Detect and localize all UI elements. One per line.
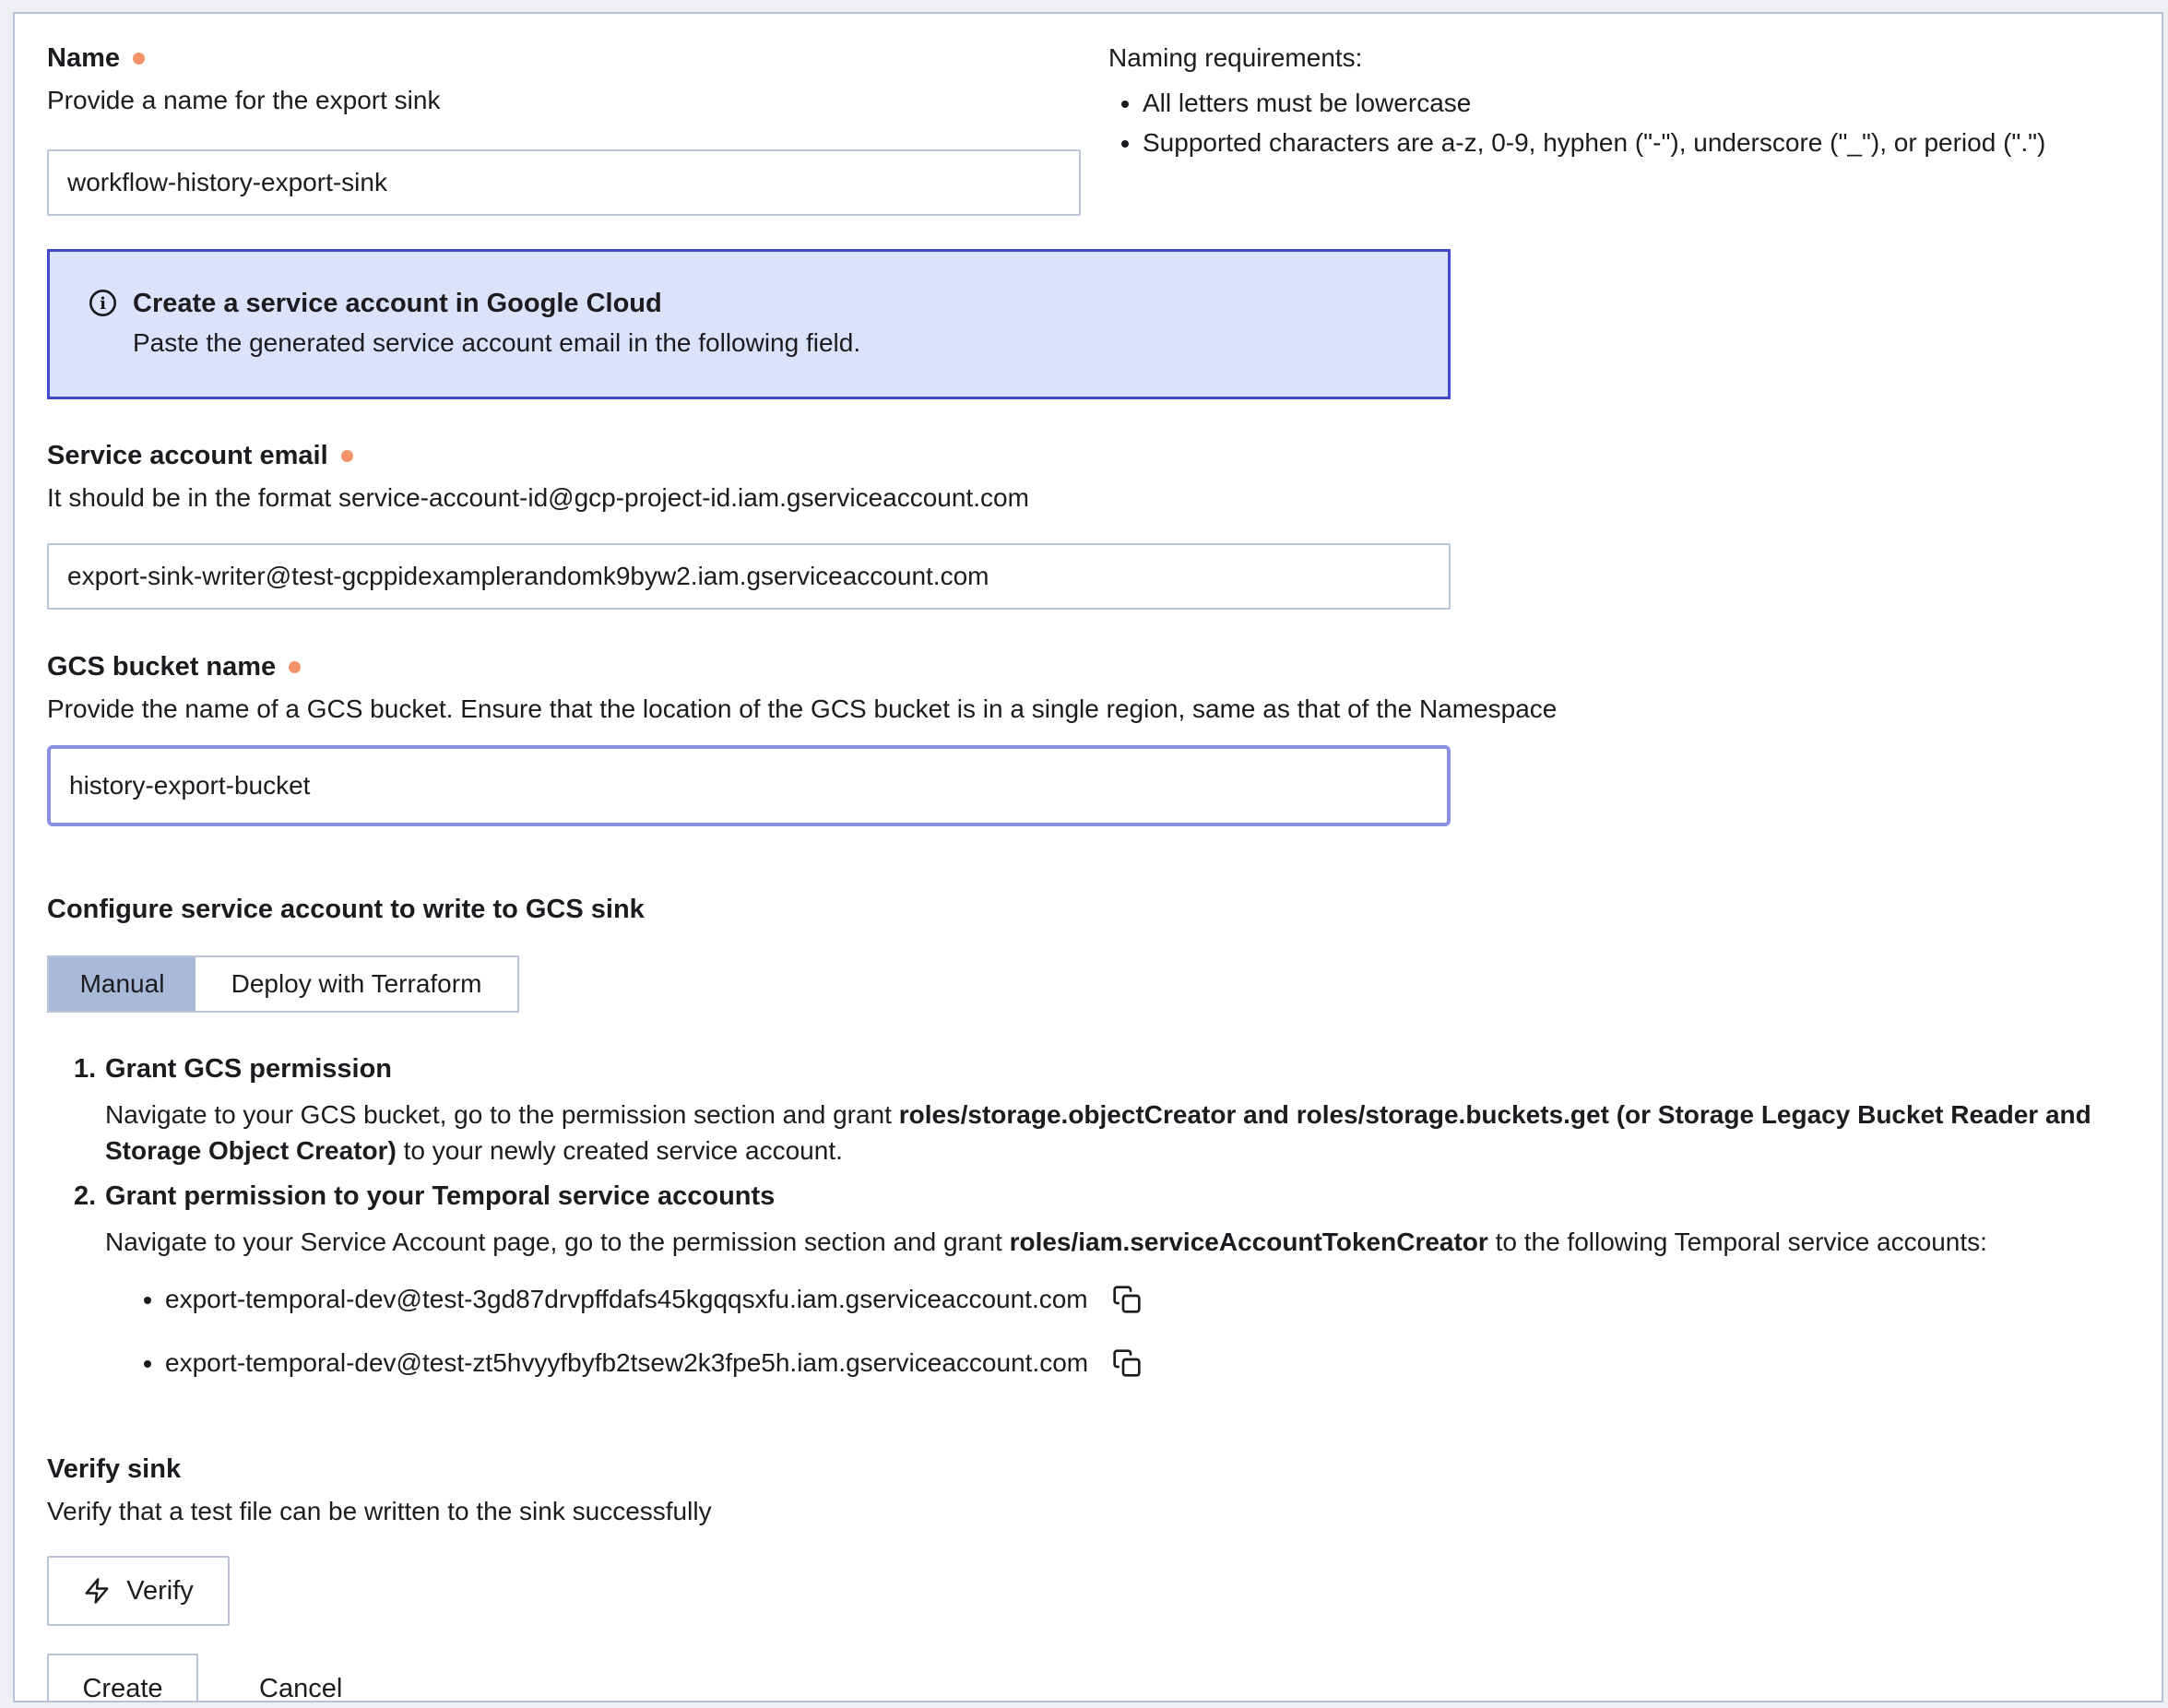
- step-1-instructions: Navigate to your GCS bucket, go to the permission section and grant roles/storage.objectCreator and roles/storage.buckets.get (or Storage Legacy Bucket Reader and Storage Object Creator) to your newly created service account.: [105, 1100, 2091, 1165]
- step-grant-gcs-permission: [47, 1052, 2115, 1168]
- bucket-field-description: Provide the name of a GCS bucket. Ensure that the location of the GCS bucket is in a single region, same as that of the Namespace: [47, 694, 1558, 723]
- copy-icon[interactable]: [1112, 1285, 1142, 1314]
- verify-sink-title: Verify sink: [47, 1454, 182, 1484]
- copy-icon[interactable]: [1112, 1348, 1142, 1378]
- required-dot: [341, 450, 353, 462]
- info-circle-icon: [89, 287, 133, 369]
- info-box-title: Create a service account in Google Cloud: [133, 289, 662, 318]
- info-box-text: [133, 287, 860, 369]
- service-account-email-input[interactable]: [47, 543, 1451, 610]
- step-2-title: Grant permission to your Temporal service accounts: [105, 1181, 776, 1211]
- cancel-button[interactable]: Cancel: [259, 1673, 343, 1702]
- temporal-service-accounts-list: [47, 1281, 2115, 1381]
- bucket-label-text: GCS bucket name: [47, 652, 277, 682]
- temporal-service-account-email: • export-temporal-dev@test-zt5hvyyfbyfb2tsew2k3fpe5h.iam.gserviceaccount.com: [165, 1348, 1089, 1377]
- naming-requirement-item: • All letters must be lowercase: [1143, 83, 2163, 123]
- required-dot: [133, 53, 145, 65]
- naming-requirements-list: [1108, 83, 2163, 162]
- export-sink-form-panel: [13, 12, 2163, 1702]
- name-field-description: Provide a name for the export sink: [47, 86, 441, 114]
- bucket-name-input[interactable]: [47, 745, 1451, 826]
- step-2-number: 2.: [74, 1181, 97, 1211]
- configure-tabs: [47, 955, 519, 1013]
- lightning-bolt-icon: [83, 1577, 111, 1605]
- step-grant-temporal-permission: [47, 1180, 2115, 1260]
- service-account-info-box: [47, 249, 1451, 399]
- tab-manual[interactable]: Manual: [49, 957, 195, 1011]
- verify-button-label: Verify: [126, 1575, 194, 1606]
- info-box-body: Paste the generated service account email in the following field.: [133, 328, 861, 357]
- temporal-service-account-item: [165, 1281, 2115, 1317]
- create-button[interactable]: Create: [47, 1654, 198, 1702]
- step-1-number: 1.: [74, 1054, 97, 1084]
- required-dot: [289, 661, 301, 673]
- svg-text:i: i: [100, 294, 106, 314]
- step-1-heading: [47, 1052, 2115, 1085]
- verify-button[interactable]: [47, 1556, 230, 1626]
- step-2-instructions: Navigate to your Service Account page, go to the permission section and grant roles/iam.serviceAccountTokenCreator to the following Temporal service accounts:: [105, 1228, 1987, 1256]
- naming-requirement-item: • Supported characters are a-z, 0-9, hyphen ("-"), underscore ("_"), or period ("."): [1143, 123, 2163, 162]
- name-input[interactable]: [47, 149, 1081, 216]
- verify-sink-description: Verify that a test file can be written to the sink successfully: [47, 1497, 712, 1525]
- name-field-label-text: Name: [47, 43, 120, 73]
- tab-deploy-with-terraform[interactable]: Deploy with Terraform: [195, 957, 517, 1011]
- service-account-field-label: [47, 439, 2115, 472]
- configure-section-title: Configure service account to write to GCS sink: [47, 895, 645, 924]
- naming-requirements-title: Naming requirements:: [1108, 43, 1363, 72]
- temporal-service-account-item: [165, 1345, 2115, 1381]
- naming-requirements: [1108, 42, 2163, 162]
- step-2-heading: [47, 1180, 2115, 1213]
- form-actions: [47, 1654, 2115, 1702]
- service-account-field-description: It should be in the format service-account-id@gcp-project-id.iam.gserviceaccount.com: [47, 483, 1029, 512]
- service-account-label-text: Service account email: [47, 441, 328, 470]
- bucket-field-label: [47, 650, 2115, 683]
- step-1-title: Grant GCS permission: [105, 1054, 393, 1084]
- temporal-service-account-email: • export-temporal-dev@test-3gd87drvpffdafs45kgqqsxfu.iam.gserviceaccount.com: [165, 1285, 1088, 1313]
